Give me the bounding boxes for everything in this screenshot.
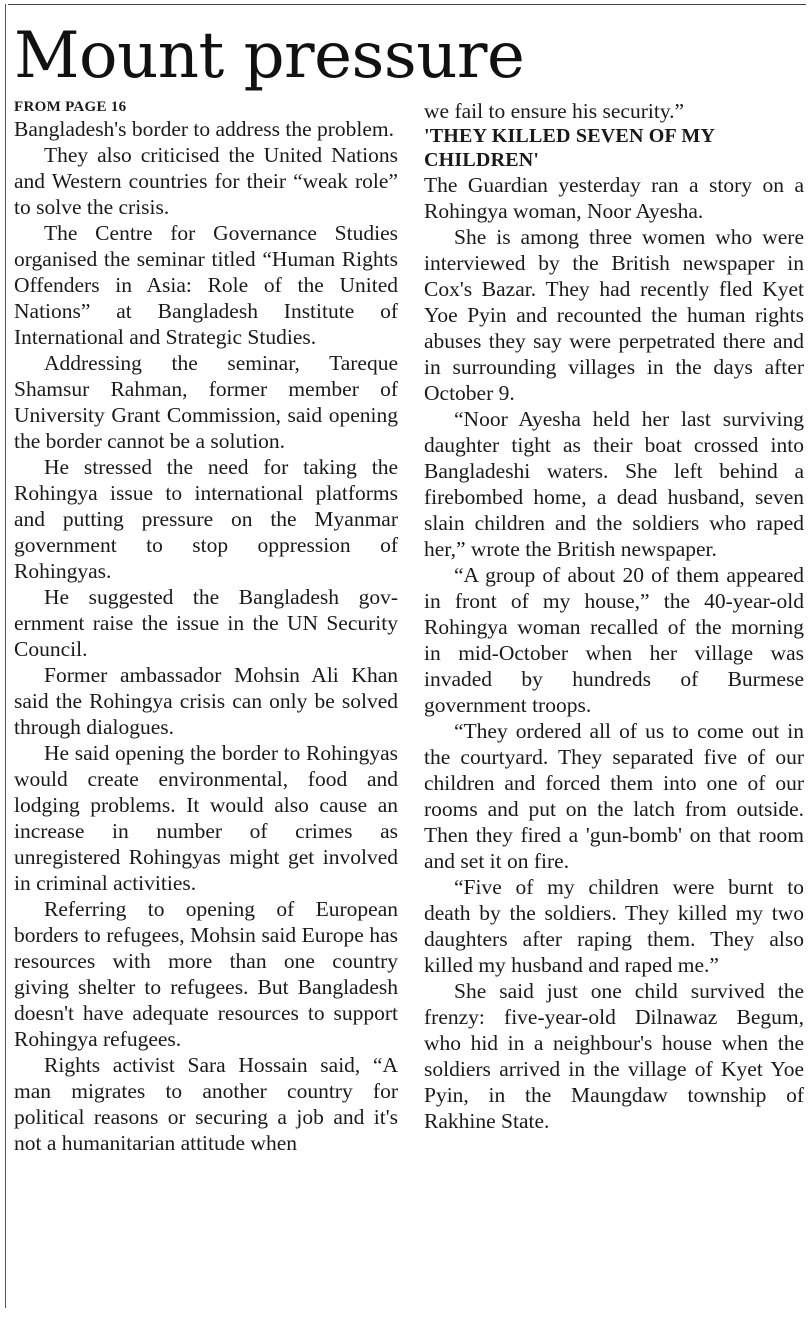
paragraph: She is among three women who were interviewed by the British newspaper in Cox's Bazar. They had recently fled Kyet Yoe Pyin and recounted the human rights abuses they say were perpetrated there and in surrounding villages in the days after October 9. [424, 225, 804, 405]
paragraph: “A group of about 20 of them appeared in front of my house,” the 40-year-old Rohingya woman recalled of the morning in mid-October when her village was invaded by hundreds of Burmese government troops. [424, 563, 804, 717]
paragraph-continuation: we fail to ensure his security.” [424, 99, 685, 123]
paragraph: “Noor Ayesha held her last surviving daughter tight as their boat crossed into Bangladeshi waters. She left behind a firebombed home, a dead husband, seven slain children and the soldiers who raped her,” wrote the British newspaper. [424, 407, 804, 561]
paragraph: Addressing the seminar, Tareque Shamsur Rahman, former member of University Grant Commission, said opening the border cannot be a solution. [14, 351, 398, 453]
paragraph: “Five of my children were burnt to death by the soldiers. They killed my two daughters after raping them. They also killed my husband and raped me.” [424, 875, 804, 977]
headline: Mount pressure [14, 19, 525, 93]
paragraph: “They ordered all of us to come out in the courtyard. They separated five of our children and forced them into one of our rooms and put on the latch from outside. Then they fired a 'gun-bomb' on that room and set it on fire. [424, 719, 804, 873]
paragraph: He said opening the border to Rohingyas would create environmental, food and lodging problems. It would also cause an increase in number of crimes as unregistered Rohingyas might get involved in criminal activities. [14, 741, 398, 895]
paragraph: Former ambassador Mohsin Ali Khan said the Rohingya crisis can only be solved through dialogues. [14, 663, 398, 739]
paragraph: The Centre for Governance Studies organised the seminar titled “Human Rights Offenders in Asia: Role of the United Nations” at Bangladesh Institute of International and Strategic Studies. [14, 221, 398, 349]
paragraph: He stressed the need for taking the Rohingya issue to international platforms and putting pressure on the Myanmar government to stop oppression of Rohingyas. [14, 455, 398, 583]
left-column [14, 98, 398, 1156]
top-rule [8, 4, 806, 5]
right-column [424, 98, 804, 1134]
continued-from-label: FROM PAGE 16 [14, 99, 127, 115]
paragraph: Rights activist Sara Hossain said, “A man migrates to another country for political reasons or securing a job and it's not a humanitarian attitude when [14, 1053, 398, 1155]
left-column-rule [5, 4, 6, 1308]
paragraph: He suggested the Bangladesh government raise the issue in the UN Security Council. [14, 585, 398, 661]
paragraph: The Guardian yesterday ran a story on a Rohingya woman, Noor Ayesha. [424, 173, 804, 223]
paragraph: They also criticised the United Nations and Western countries for their “weak role” to solve the crisis. [14, 143, 398, 219]
paragraph: She said just one child survived the frenzy: five-year-old Dilnawaz Begum, who hid in a neighbour's house when the soldiers arrived in the village of Kyet Yoe Pyin, in the Maungdaw township of Rakhine State. [424, 979, 804, 1133]
section-subhead: 'THEY KILLED SEVEN OF MY CHILDREN' [424, 125, 715, 171]
paragraph: Bangladesh's border to address the problem. [14, 117, 395, 141]
paragraph: Referring to opening of European borders to refugees, Mohsin said Europe has resources with more than one country giving shelter to refugees. But Bangladesh doesn't have adequate resources to support Rohingya refugees. [14, 897, 398, 1051]
